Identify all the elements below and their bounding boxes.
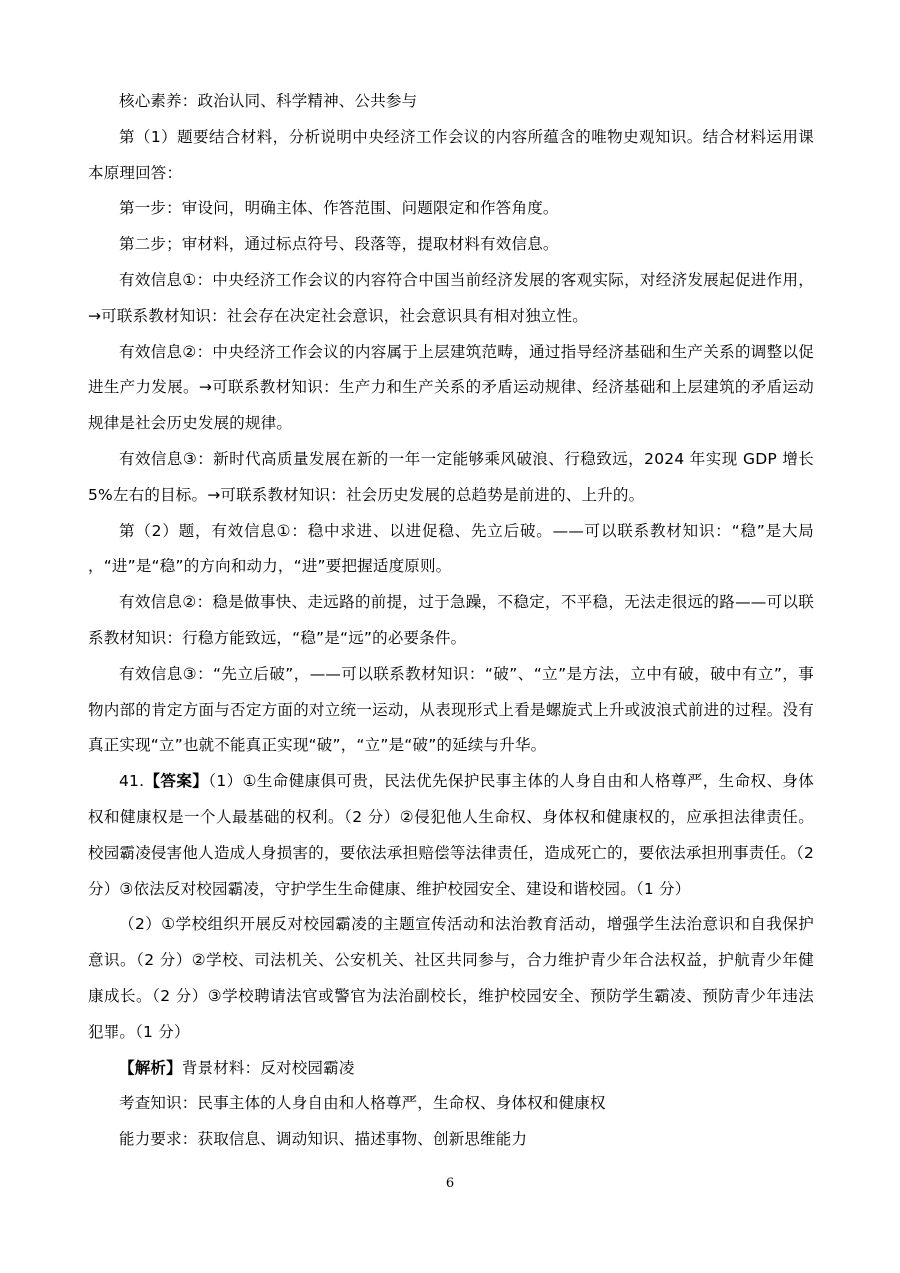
paragraph-ability: 能力要求：获取信息、调动知识、描述事物、创新思维能力 — [119, 1130, 528, 1149]
paragraph-answer-41-part-2: （2）①学校组织开展反对校园霸凌的主题宣传活动和法治教育活动，增强学生法治意识和自我保护意识。（2 分）②学校、司法机关、公安机关、社区共同参与，合力维护青少年合法权益，护航青少年健康成长。（2 分）③学校聘请法官或警官为法治副校长，维护校园安全、预防学生霸凌、预防青少年违法犯罪。（1 分） — [88, 915, 814, 1041]
paragraph-info-2: 有效信息②：中央经济工作会议的内容属于上层建筑范畴，通过指导经济基础和生产关系的调整以促进生产力发展。→可联系教材知识：生产力和生产关系的矛盾运动规律、经济基础和上层建筑的矛盾运动规律是社会历史发展的规律。 — [88, 342, 814, 433]
paragraph-info-3: 有效信息③：新时代高质量发展在新的一年一定能够乘风破浪、行稳致远，2024 年实现 GDP 增长 5%左右的目标。→可联系教材知识：社会历史发展的总趋势是前进的、上升的。 — [88, 449, 814, 504]
analysis-text: 背景材料：反对校园霸凌 — [181, 1058, 355, 1077]
paragraph-question-2-info-2: 有效信息②：稳是做事快、走远路的前提，过于急躁，不稳定，不平稳，无法走很远的路——可以联系教材知识：行稳方能致远，“稳”是“远”的必要条件。 — [88, 593, 814, 647]
page-number: 6 — [445, 1176, 455, 1191]
answer-text: （1）①生命健康俱可贵，民法优先保护民事主体的人身自由和人格尊严，生命权、身体权和健康权是一个人最基础的权利。（2 分）②侵犯他人生命权、身体权和健康权的，应承担法律责任。校园霸凌侵害他人造成人身损害的，要依法承担赔偿等法律责任，造成死亡的，要依法承担刑事责任。（2 分）③依法反对校园霸凌，守护学生生命健康、维护校园安全、建设和谐校园。（1 分） — [88, 772, 814, 898]
paragraph-question-1-intro: 第（1）题要结合材料，分析说明中央经济工作会议的内容所蕴含的唯物史观知识。结合材料运用课本原理回答： — [88, 127, 814, 182]
analysis-label: 【解析】 — [119, 1058, 182, 1077]
answer-number: 41. — [119, 772, 145, 791]
paragraph-knowledge: 考查知识：民事主体的人身自由和人格尊严，生命权、身体权和健康权 — [119, 1094, 606, 1113]
paragraph-info-1: 有效信息①：中央经济工作会议的内容符合中国当前经济发展的客观实际，对经济发展起促进作用，→可联系教材知识：社会存在决定社会意识，社会意识具有相对独立性。 — [88, 270, 814, 325]
paragraph-step-1: 第一步：审设问，明确主体、作答范围、问题限定和作答角度。 — [119, 199, 559, 218]
paragraph-analysis — [88, 1051, 814, 1087]
paragraph-question-2-info-3: 有效信息③：“先立后破”，——可以联系教材知识：“破”、“立”是方法，立中有破，破中有立”，事物内部的肯定方面与否定方面的对立统一运动，从表现形式上看是螺旋式上升或波浪式前进的过程。没有真正实现“立”也就不能真正实现“破”，“立”是“破”的延续与升华。 — [88, 664, 814, 755]
document-body — [88, 84, 814, 1158]
answer-label: 【答案】 — [144, 772, 209, 791]
paragraph-core-literacy: 核心素养：政治认同、科学精神、公共参与 — [119, 92, 418, 110]
paragraph-question-2-info-1: 第（2）题，有效信息①：稳中求进、以进促稳、先立后破。——可以联系教材知识：“稳”是大局 ，“进”是“稳”的方向和动力，“进”要把握适度原则。 — [88, 521, 814, 576]
paragraph-answer-41 — [88, 764, 814, 907]
paragraph-step-2: 第二步；审材料，通过标点符号、段落等，提取材料有效信息。 — [119, 235, 559, 254]
